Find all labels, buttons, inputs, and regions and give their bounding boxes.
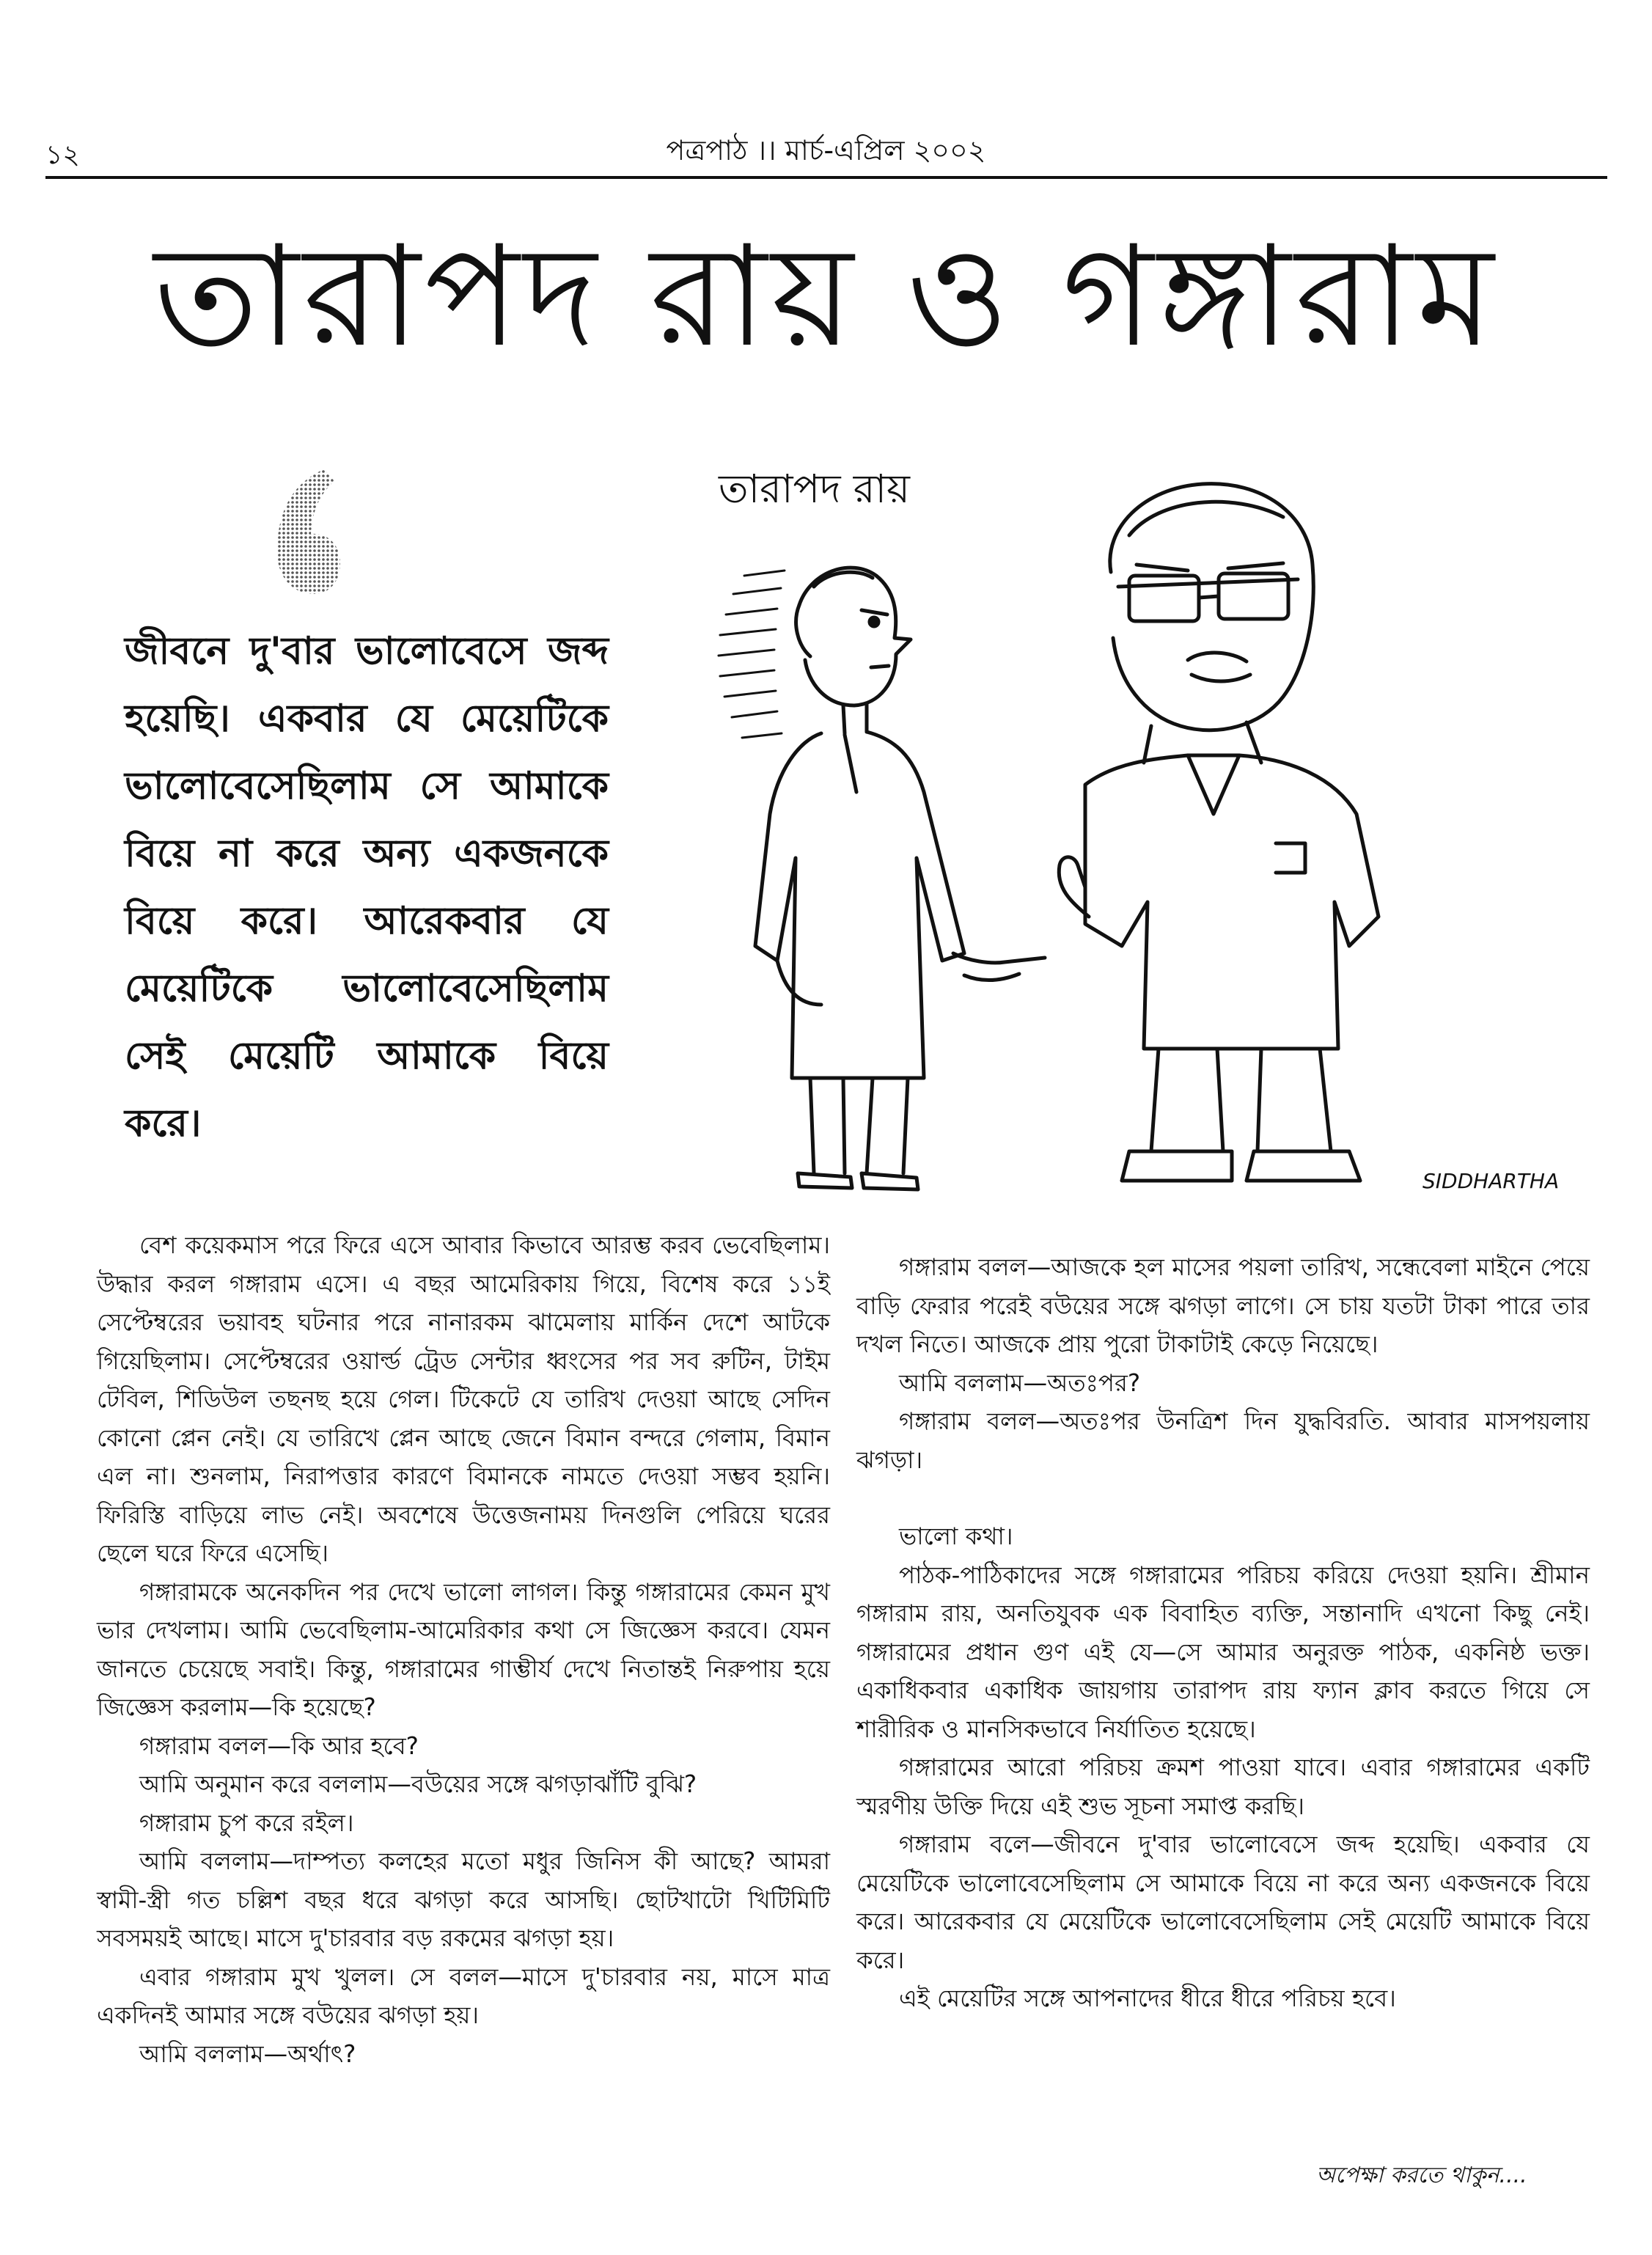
paragraph: ভালো কথা। (899, 1522, 1013, 1550)
pull-quote (125, 617, 609, 1157)
page-number: ১২ (45, 140, 80, 170)
quote-mark-icon (273, 469, 340, 594)
paragraph: পাঠক-পাঠিকাদের সঙ্গে গঙ্গারামের পরিচয় করিয়ে দেওয়া হয়নি। শ্রীমান গঙ্গারাম রায়, অনতিযুবক এক বিবাহিত ব্যক্তি, সন্তানাদি এখনো কিছু নেই। গঙ্গারামের প্রধান গুণ এই যে—সে আমার অনুরক্ত পাঠক, একনিষ্ঠ ভক্ত। একাধিকবার একাধিক জায়গায় তারাপদ রায় ফ্যান ক্লাব করতে গিয়ে সে শারীরিক ও মানসিকভাবে নির্যাতিত হয়েছে। (856, 1561, 1590, 1743)
motion-lines (719, 571, 785, 738)
running-head: পত্রপাঠ ।। মার্চ-এপ্রিল ২০০২ (666, 134, 986, 166)
paragraph: বেশ কয়েকমাস পরে ফিরে এসে আবার কিভাবে আরম্ভ করব ভেবেছিলাম। উদ্ধার করল গঙ্গারাম এসে। এ বছর আমেরিকায় গিয়ে, বিশেষ করে ১১ই সেপ্টেম্বরের ভয়াবহ ঘটনার পরে নানারকম ঝামেলায় মার্কিন দেশে আটকে গিয়েছিলাম। সেপ্টেম্বরের ওয়ার্ল্ড ট্রেড সেন্টার ধ্বংসের পর সব রুটিন, টাইম টেবিল, শিডিউল তছনছ হয়ে গেল। টিকেটে যে তারিখ দেওয়া আছে সেদিন কোনো প্লেন নেই। যে তারিখে প্লেন আছে জেনে বিমান বন্দরে গেলাম, বিমান এল না। শুনলাম, নিরাপত্তার কারণে বিমানকে নামতে দেওয়া সম্ভব হয়নি। ফিরিস্তি বাড়িয়ে লাভ নেই। অবশেষে উত্তেজনাময় দিনগুলি পেরিয়ে ঘরের ছেলে ঘরে ফিরে এসেছি। (97, 1231, 830, 1567)
cartoon-illustration (675, 447, 1576, 1225)
paragraph: গঙ্গারাম চুপ করে রইল। (139, 1808, 354, 1837)
paragraph: এই মেয়েটির সঙ্গে আপনাদের ধীরে ধীরে পরিচয় হবে। (899, 1984, 1396, 2012)
paragraph: গঙ্গারাম বলে—জীবনে দু'বার ভালোবেসে জব্দ হয়েছি। একবার যে মেয়েটিকে ভালোবেসেছিলাম সে আমাকে বিয়ে না করে অন্য একজনকে বিয়ে করে। আরেকবার যে মেয়েটিকে ভালোবেসেছিলাম সেই মেয়েটি আমাকে বিয়ে করে। (856, 1830, 1590, 1974)
article-column-right (856, 1248, 1590, 2018)
page-title: তারাপদ রায় ও গঙ্গারাম (153, 216, 1499, 378)
article-column-left (97, 1226, 830, 2073)
paragraph: এবার গঙ্গারাম মুখ খুলল। সে বলল—মাসে দু'চারবার নয়, মাসে মাত্র একদিনই আমার সঙ্গে বউয়ের ঝগড়া হয়। (97, 1962, 830, 2029)
cartoonist-signature: SIDDHARTHA (1422, 1169, 1560, 1193)
author-byline: তারাপদ রায় (719, 466, 910, 512)
paragraph: আমি বললাম—অর্থাৎ? (139, 2039, 356, 2068)
paragraph: গঙ্গারামকে অনেকদিন পর দেখে ভালো লাগল। কিন্তু গঙ্গারামের কেমন মুখ ভার দেখলাম। আমি ভেবেছিলাম-আমেরিকার কথা সে জিজ্ঞেস করবে। যেমন জানতে চেয়েছে সবাই। কিন্তু, গঙ্গারামের গাম্ভীর্য দেখে নিতান্তই নিরুপায় হয়ে জিজ্ঞেস করলাম—কি হয়েছে? (97, 1577, 830, 1721)
closing-note: অপেক্ষা করতে থাকুন.... (1316, 2163, 1527, 2188)
pull-quote-text: জীবনে দু'বার ভালোবেসে জব্দ হয়েছি। একবার যে মেয়েটিকে ভালোবেসেছিলাম সে আমাকে বিয়ে না করে অন্য একজনকে বিয়ে করে। আরেকবার যে মেয়েটিকে ভালোবেসেছিলাম সেই মেয়েটি আমাকে বিয়ে করে। (125, 629, 609, 1145)
paragraph: গঙ্গারাম বলল—অতঃপর উনত্রিশ দিন যুদ্ধবিরতি. আবার মাসপয়লায় ঝগড়া। (856, 1407, 1590, 1474)
paragraph: আমি বললাম—অতঃপর? (899, 1368, 1141, 1397)
paragraph: গঙ্গারামের আরো পরিচয় ক্রমশ পাওয়া যাবে। এবার গঙ্গারামের একটি স্মরণীয় উক্তি দিয়ে এই শুভ সূচনা সমাপ্ত করছি। (856, 1753, 1590, 1820)
paragraph: আমি অনুমান করে বললাম—বউয়ের সঙ্গে ঝগড়াঝাঁটি বুঝি? (139, 1770, 697, 1798)
paragraph: গঙ্গারাম বলল—আজকে হল মাসের পয়লা তারিখ, সন্ধেবেলা মাইনে পেয়ে বাড়ি ফেরার পরেই বউয়ের সঙ্গে ঝগড়া লাগে। সে চায় যতটা টাকা পারে তার দখল নিতে। আজকে প্রায় পুরো টাকাটাই কেড়ে নিয়েছে। (856, 1253, 1590, 1358)
small-figure (755, 568, 1045, 1189)
large-figure (1059, 484, 1378, 1181)
paragraph: আমি বললাম—দাম্পত্য কলহের মতো মধুর জিনিস কী আছে? আমরা স্বামী-স্ত্রী গত চল্লিশ বছর ধরে ঝগড়া করে আসছি। ছোটখাটো খিটিমিটি সবসময়ই আছে। মাসে দু'চারবার বড় রকমের ঝগড়া হয়। (97, 1847, 830, 1952)
header-rule (45, 176, 1607, 179)
paragraph: গঙ্গারাম বলল—কি আর হবে? (139, 1731, 419, 1760)
